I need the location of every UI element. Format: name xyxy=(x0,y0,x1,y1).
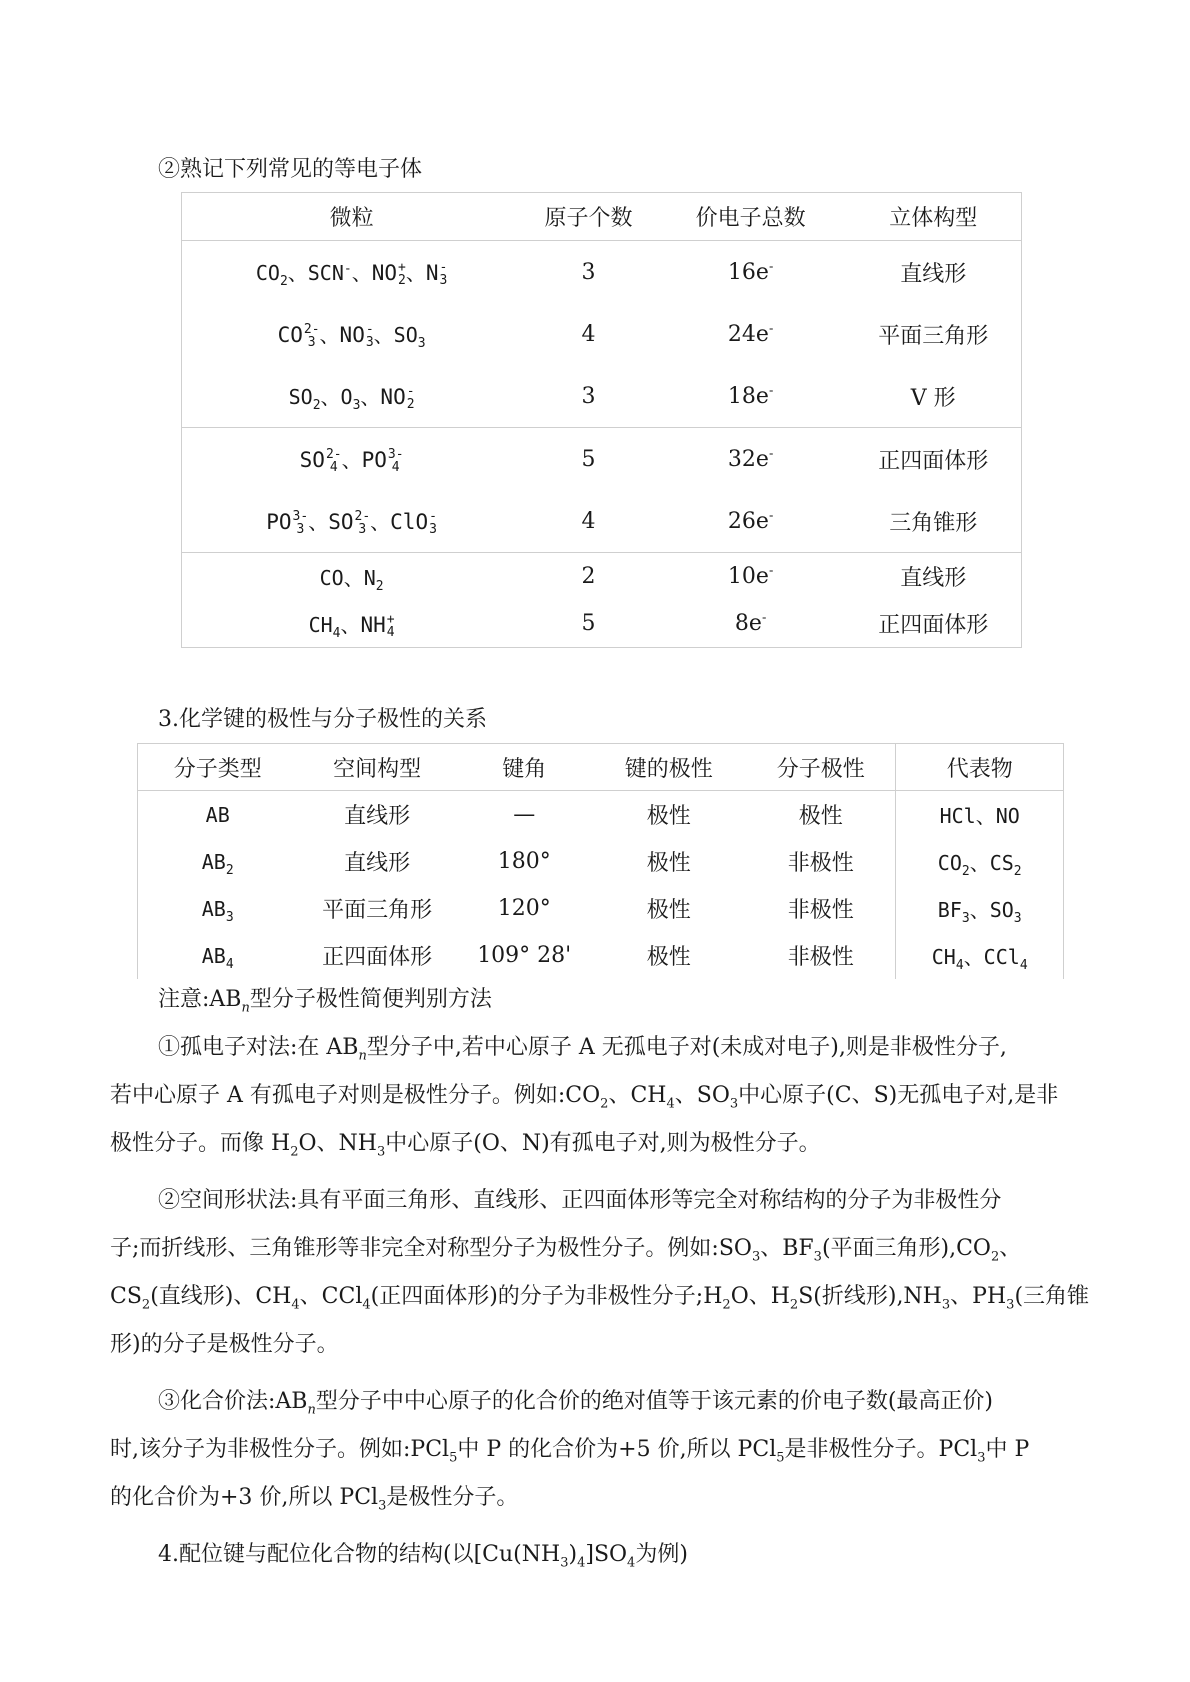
paragraph-1-line-3: 极性分子。而像 $H_2O$、$NH_3$中心原子(O、N)有孤电子对,则为极性分子。 xyxy=(110,1131,821,1160)
header-particle: 微粒 xyxy=(182,193,522,241)
table-row xyxy=(182,241,1022,304)
molecule-type-cell: $AB_3$ xyxy=(201,896,234,925)
atom-count-cell: 4 xyxy=(581,508,596,534)
geometry-cell: 三角锥形 xyxy=(889,510,978,536)
particle-cell: $CO_2$、SCN-、NO + 2 、N - 3 xyxy=(255,260,448,289)
bond-polarity-cell: 极性 xyxy=(646,898,691,923)
geometry-cell: 正四面体形 xyxy=(322,945,433,970)
bond-angle-cell: 180° xyxy=(497,849,551,874)
header-geometry: 空间构型 xyxy=(297,744,456,791)
bond-polarity-cell: 极性 xyxy=(646,804,691,829)
section2-heading: ②熟记下列常见的等电子体 xyxy=(158,157,423,182)
paragraph-3-line-1: ③化合价法$:AB_n$型分子中中心原子的化合价的绝对值等于该元素的价电子数(最高正价) xyxy=(158,1389,994,1418)
molecule-type-cell: AB xyxy=(205,802,230,827)
header-valence-electrons: 价电子总数 xyxy=(656,193,846,241)
bond-angle-cell: — xyxy=(513,802,536,827)
paragraph-3-line-3: 的化合价为+3 价,所以 PCl$_3$是极性分子。 xyxy=(110,1485,519,1514)
geometry-cell: 平面三角形 xyxy=(322,898,433,923)
paragraph-1-line-2: 若中心原子 A 有孤电子对则是极性分子。例如$:CO_2$、$CH_4$、$SO_3$中心原子(C、S)无孤电子对,是非 xyxy=(110,1083,1059,1112)
geometry-cell: 直线形 xyxy=(900,261,967,287)
molecule-type-cell: $AB_2$ xyxy=(201,849,234,878)
molecule-polarity-cell: 极性 xyxy=(798,804,843,829)
header-atom-count: 原子个数 xyxy=(521,193,656,241)
particle-cell: $SO_2$、$O_3$、NO - 2 xyxy=(288,384,415,413)
electron-cell: 16e- xyxy=(727,259,774,285)
section4-heading: 4.配位键与配位化合物的结构(以$[Cu(NH_3)_4]SO_4$为例) xyxy=(158,1542,688,1571)
particle-cell: CO 2- 3 、NO - 3 、$SO_3$ xyxy=(277,322,426,351)
polarity-table xyxy=(137,743,1064,979)
electron-cell: 32e- xyxy=(656,428,846,491)
paragraph-3-line-2: 时,该分子为非极性分子。例如:PCl$_5$中 P 的化合价为+5 价,所以 PCl$_5$是非极性分子。PCl$_3$中 P xyxy=(110,1437,1030,1466)
table-row xyxy=(182,600,1022,648)
atom-count-cell: 5 xyxy=(581,611,596,636)
header-molecule-polarity: 分子极性 xyxy=(746,744,896,791)
geometry-cell: 正四面体形 xyxy=(845,428,1021,491)
header-bond-angle: 键角 xyxy=(457,744,592,791)
electron-cell: 24e- xyxy=(727,321,774,347)
paragraph-2-line-4: 形)的分子是极性分子。 xyxy=(110,1332,339,1357)
paragraph-2-line-1: ②空间形状法:具有平面三角形、直线形、正四面体形等完全对称结构的分子为非极性分 xyxy=(158,1188,1002,1213)
table-row xyxy=(138,838,1064,885)
electron-cell: 8e- xyxy=(734,610,767,636)
example-cell: $CO_2$、$CS_2$ xyxy=(896,838,1064,885)
atom-count-cell: 5 xyxy=(521,428,656,491)
bond-polarity-cell: 极性 xyxy=(646,945,691,970)
molecule-polarity-cell: 非极性 xyxy=(787,945,854,970)
geometry-cell: 直线形 xyxy=(845,553,1021,601)
molecule-type-cell: $AB_4$ xyxy=(201,943,234,972)
molecule-polarity-cell: 非极性 xyxy=(787,898,854,923)
table-row xyxy=(138,885,1064,932)
header-geometry: 立体构型 xyxy=(845,193,1021,241)
particle-cell: SO 2- 4 、PO 3- 4 xyxy=(182,428,522,491)
paragraph-2-line-3: $CS_2$(直线形)、$CH_4$、CCl$_4$(正四面体形)的分子为非极性分子$;H_2O$、$H_2S$(折线形)$,NH_3$、$PH_3$(三角锥 xyxy=(110,1284,1090,1313)
example-cell: HCl、NO xyxy=(896,791,1064,839)
atom-count-cell: 2 xyxy=(521,553,656,601)
header-bond-polarity: 键的极性 xyxy=(592,744,746,791)
table-row xyxy=(182,428,1022,491)
table-row xyxy=(182,303,1022,365)
table-row xyxy=(182,365,1022,428)
atom-count-cell: 4 xyxy=(581,321,596,347)
table-row xyxy=(138,791,1064,839)
table-header-row xyxy=(182,193,1022,241)
example-cell: $BF_3$、$SO_3$ xyxy=(896,885,1064,932)
atom-count-cell: 3 xyxy=(581,259,596,285)
example-cell: $CH_4$、CCl$_4$ xyxy=(896,932,1064,979)
table-row xyxy=(182,490,1022,553)
particle-cell: $CH_4$、NH + 4 xyxy=(308,611,395,641)
isoelectronic-table xyxy=(181,192,1022,648)
paragraph-2-line-2: 子;而折线形、三角锥形等非完全对称型分子为极性分子。例如$:SO_3$、$BF_3$(平面三角形)$,CO_2$、 xyxy=(110,1236,1022,1265)
particle-cell: CO、$N_2$ xyxy=(182,553,522,601)
table-row xyxy=(182,553,1022,601)
bond-angle-cell: 120° xyxy=(497,896,551,921)
electron-cell: 18e- xyxy=(727,383,774,409)
geometry-cell: 直线形 xyxy=(344,804,411,829)
table-row xyxy=(138,932,1064,979)
table-header-row xyxy=(138,744,1064,791)
geometry-cell: 直线形 xyxy=(344,851,411,876)
particle-cell: PO 3- 3 、SO 2- 3 、ClO - 3 xyxy=(266,509,437,537)
section3-heading: 3.化学键的极性与分子极性的关系 xyxy=(158,707,487,732)
paragraph-1-line-1: ①孤电子对法:在 $AB_n$型分子中,若中心原子 A 无孤电子对(未成对电子),则是非极性分子, xyxy=(158,1035,1007,1064)
electron-cell: 26e- xyxy=(727,508,774,534)
note-heading: 注意$:AB_n$型分子极性简便判别方法 xyxy=(158,987,492,1016)
bond-polarity-cell: 极性 xyxy=(646,851,691,876)
atom-count-cell: 3 xyxy=(581,383,596,409)
molecule-polarity-cell: 非极性 xyxy=(787,851,854,876)
bond-angle-cell: 109° 28' xyxy=(477,943,572,968)
geometry-cell: 平面三角形 xyxy=(878,323,989,349)
geometry-cell: V 形 xyxy=(910,385,956,411)
header-molecule-type: 分子类型 xyxy=(138,744,298,791)
geometry-cell: 正四面体形 xyxy=(878,613,989,638)
electron-cell: 10e- xyxy=(656,553,846,601)
header-example: 代表物 xyxy=(896,744,1064,791)
